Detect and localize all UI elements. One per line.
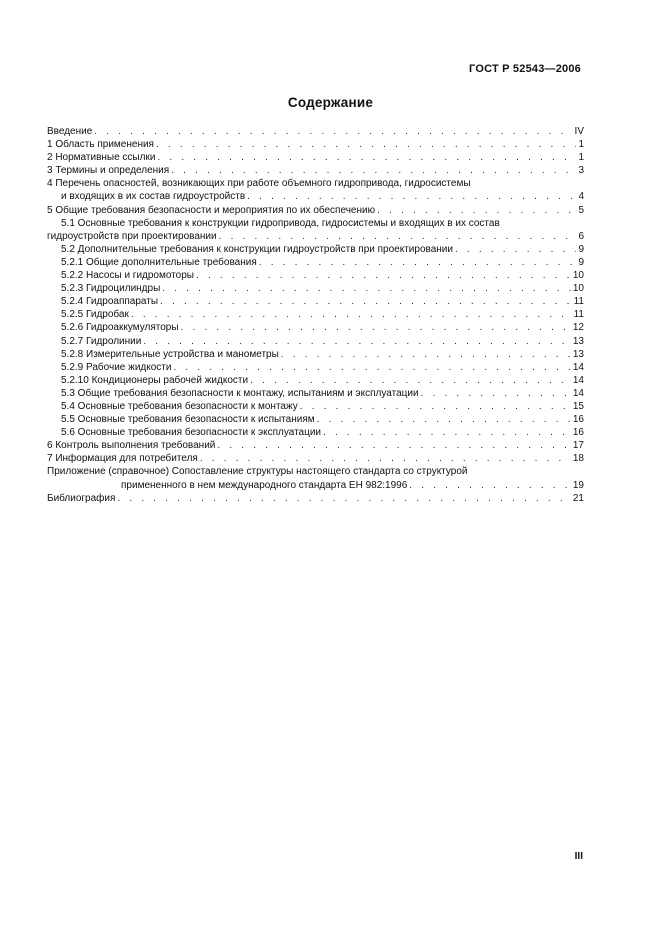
dot-leader [162, 283, 571, 294]
toc-entry[interactable] [47, 493, 584, 506]
toc-line [47, 283, 584, 296]
toc-page-number: 9 [578, 256, 584, 268]
toc-entry[interactable] [47, 453, 584, 466]
dot-leader [281, 349, 571, 360]
dot-leader [300, 401, 571, 412]
toc-entry-title: 5.5 Основные требования безопасности к испытаниям [61, 414, 315, 426]
toc-line [47, 375, 584, 388]
dot-leader [259, 257, 577, 268]
dot-leader [200, 453, 571, 464]
toc-entry-title: примененного в нем международного стандарта ЕН 982:1996 [121, 479, 408, 491]
toc-entry-title: 5.2.2 Насосы и гидромоторы [61, 270, 194, 282]
toc-line [47, 349, 584, 362]
toc-entry-title: 5.2.8 Измерительные устройства и манометры [61, 348, 279, 360]
toc-entry-title: 5.4 Основные требования безопасности к монтажу [61, 400, 298, 412]
toc-entry-title: 5.2.6 Гидроаккумуляторы [61, 322, 179, 334]
toc-entry[interactable] [47, 440, 584, 453]
page-title: Содержание [287, 95, 374, 110]
toc-page-number: 14 [572, 374, 584, 386]
toc-line [47, 440, 584, 453]
toc-entry-title: 3 Термины и определения [47, 165, 170, 177]
toc-line [47, 388, 584, 401]
toc-entry[interactable] [47, 165, 584, 178]
toc-page-number: 13 [572, 348, 584, 360]
toc-page-number: 17 [572, 440, 584, 452]
toc-entry-title: 5.3 Общие требования безопасности к монтажу, испытаниям и эксплуатации [61, 387, 419, 399]
toc-page-number: 14 [572, 361, 584, 373]
toc-entry[interactable] [47, 152, 584, 165]
dot-leader [94, 126, 572, 137]
dot-leader [143, 336, 571, 347]
toc-entry[interactable] [47, 388, 584, 401]
dot-leader [219, 231, 577, 242]
toc-entry-title: 5.2 Дополнительные требования к конструкции гидроустройств при проектировании [61, 243, 453, 255]
dot-leader [156, 139, 576, 150]
toc-entry-title: 5.2.7 Гидролинии [61, 335, 142, 347]
toc-entry-title: 5.2.3 Гидроцилиндры [61, 283, 161, 295]
dot-leader [196, 270, 571, 281]
toc-page-number: 11 [573, 309, 584, 321]
page-number: III [574, 851, 583, 862]
dot-leader [160, 296, 572, 307]
toc-line [47, 480, 584, 493]
dot-leader [171, 165, 576, 176]
toc-page-number: IV [574, 126, 584, 137]
toc-line [47, 322, 584, 335]
toc-entry[interactable] [47, 349, 584, 362]
toc-entry[interactable] [47, 218, 584, 244]
toc-entry[interactable] [47, 362, 584, 375]
toc-entry[interactable] [47, 244, 584, 257]
dot-leader [323, 427, 571, 438]
dot-leader [250, 375, 571, 386]
toc-entry-title: 7 Информация для потребителя [47, 453, 198, 465]
dot-leader [455, 244, 576, 255]
dot-leader [247, 191, 576, 202]
table-of-contents [47, 126, 584, 506]
toc-entry-title: 1 Область применения [47, 139, 154, 151]
toc-entry-title: 6 Контроль выполнения требований [47, 440, 216, 452]
toc-line [47, 244, 584, 257]
toc-line [47, 414, 584, 427]
toc-entry-title: 5.2.9 Рабочие жидкости [61, 361, 172, 373]
toc-page-number: 3 [578, 165, 584, 177]
toc-entry-title: 2 Нормативные ссылки [47, 152, 156, 164]
toc-entry-title: 5.2.5 Гидробак [61, 309, 129, 321]
toc-page-number: 19 [572, 479, 584, 491]
toc-entry[interactable] [47, 309, 584, 322]
toc-page-number: 10 [572, 283, 584, 295]
toc-line [47, 309, 584, 322]
toc-entry[interactable] [47, 336, 584, 349]
toc-entry[interactable] [47, 414, 584, 427]
toc-line [47, 401, 584, 414]
toc-entry[interactable] [47, 296, 584, 309]
toc-line [47, 165, 584, 178]
dot-leader [181, 322, 571, 333]
toc-entry[interactable] [47, 427, 584, 440]
toc-entry[interactable] [47, 126, 584, 139]
toc-line [47, 218, 584, 231]
toc-line [47, 466, 584, 479]
toc-entry-title: 4 Перечень опасностей, возникающих при работе объемного гидропривода, гидросистемы [47, 178, 471, 190]
toc-line [47, 205, 584, 218]
toc-line [47, 453, 584, 466]
toc-line [47, 126, 584, 139]
dot-leader [217, 440, 571, 451]
toc-entry-title: Библиография [47, 492, 116, 504]
dot-leader [173, 362, 570, 373]
toc-entry-title: 5.2.10 Кондиционеры рабочей жидкости [61, 374, 249, 386]
toc-entry[interactable] [47, 466, 584, 492]
toc-line [47, 191, 584, 204]
toc-line [47, 336, 584, 349]
toc-entry[interactable] [47, 270, 584, 283]
toc-entry[interactable] [47, 375, 584, 388]
toc-page-number: 16 [572, 427, 584, 439]
toc-page-number: 21 [572, 492, 584, 504]
dot-leader [131, 309, 572, 320]
toc-page-number: 5 [578, 204, 584, 216]
toc-entry[interactable] [47, 401, 584, 414]
toc-page-number: 15 [572, 400, 584, 412]
toc-page-number: 6 [578, 230, 584, 242]
toc-entry-title: 5.2.1 Общие дополнительные требования [61, 256, 257, 268]
toc-entry-title: 5.1 Основные требования к конструкции гидропривода, гидросистемы и входящих в их состав [61, 217, 500, 229]
toc-page-number: 1 [578, 139, 584, 151]
toc-page-number: 1 [578, 152, 584, 164]
toc-line [47, 296, 584, 309]
toc-page-number: 12 [572, 322, 584, 334]
toc-entry[interactable] [47, 257, 584, 270]
dot-leader [377, 205, 576, 216]
toc-entry[interactable] [47, 322, 584, 335]
toc-entry[interactable] [47, 205, 584, 218]
toc-page-number: 18 [572, 453, 584, 465]
toc-page-number: 13 [572, 335, 584, 347]
dot-leader [317, 414, 571, 425]
toc-entry[interactable] [47, 283, 584, 296]
document-code: ГОСТ Р 52543—2006 [469, 63, 581, 75]
toc-page-number: 4 [578, 191, 584, 203]
toc-page-number: 16 [572, 414, 584, 426]
toc-line [47, 231, 584, 244]
toc-entry-title: 5 Общие требования безопасности и мероприятия по их обеспечению [47, 204, 376, 216]
toc-entry-title: гидроустройств при проектировании [47, 230, 217, 242]
toc-line [47, 270, 584, 283]
toc-page-number: 10 [572, 270, 584, 282]
dot-leader [421, 388, 571, 399]
toc-entry-title: Введение [47, 126, 93, 137]
toc-line [47, 178, 584, 191]
toc-entry-title: 5.6 Основные требования безопасности к эксплуатации [61, 427, 321, 439]
toc-entry[interactable] [47, 139, 584, 152]
toc-entry-title: Приложение (справочное) Сопоставление структуры настоящего стандарта со структурой [47, 466, 468, 478]
toc-entry-title: 5.2.4 Гидроаппараты [61, 296, 159, 308]
toc-line [47, 493, 584, 506]
toc-line [47, 427, 584, 440]
dot-leader [409, 480, 571, 491]
dot-leader [157, 152, 576, 163]
toc-line [47, 139, 584, 152]
toc-page-number: 9 [578, 243, 584, 255]
toc-entry[interactable] [47, 178, 584, 204]
toc-line [47, 152, 584, 165]
toc-line [47, 257, 584, 270]
toc-entry-title: и входящих в их состав гидроустройств [61, 191, 246, 203]
toc-page-number: 14 [572, 387, 584, 399]
dot-leader [117, 493, 570, 504]
toc-line [47, 362, 584, 375]
toc-page-number: 11 [573, 296, 584, 308]
